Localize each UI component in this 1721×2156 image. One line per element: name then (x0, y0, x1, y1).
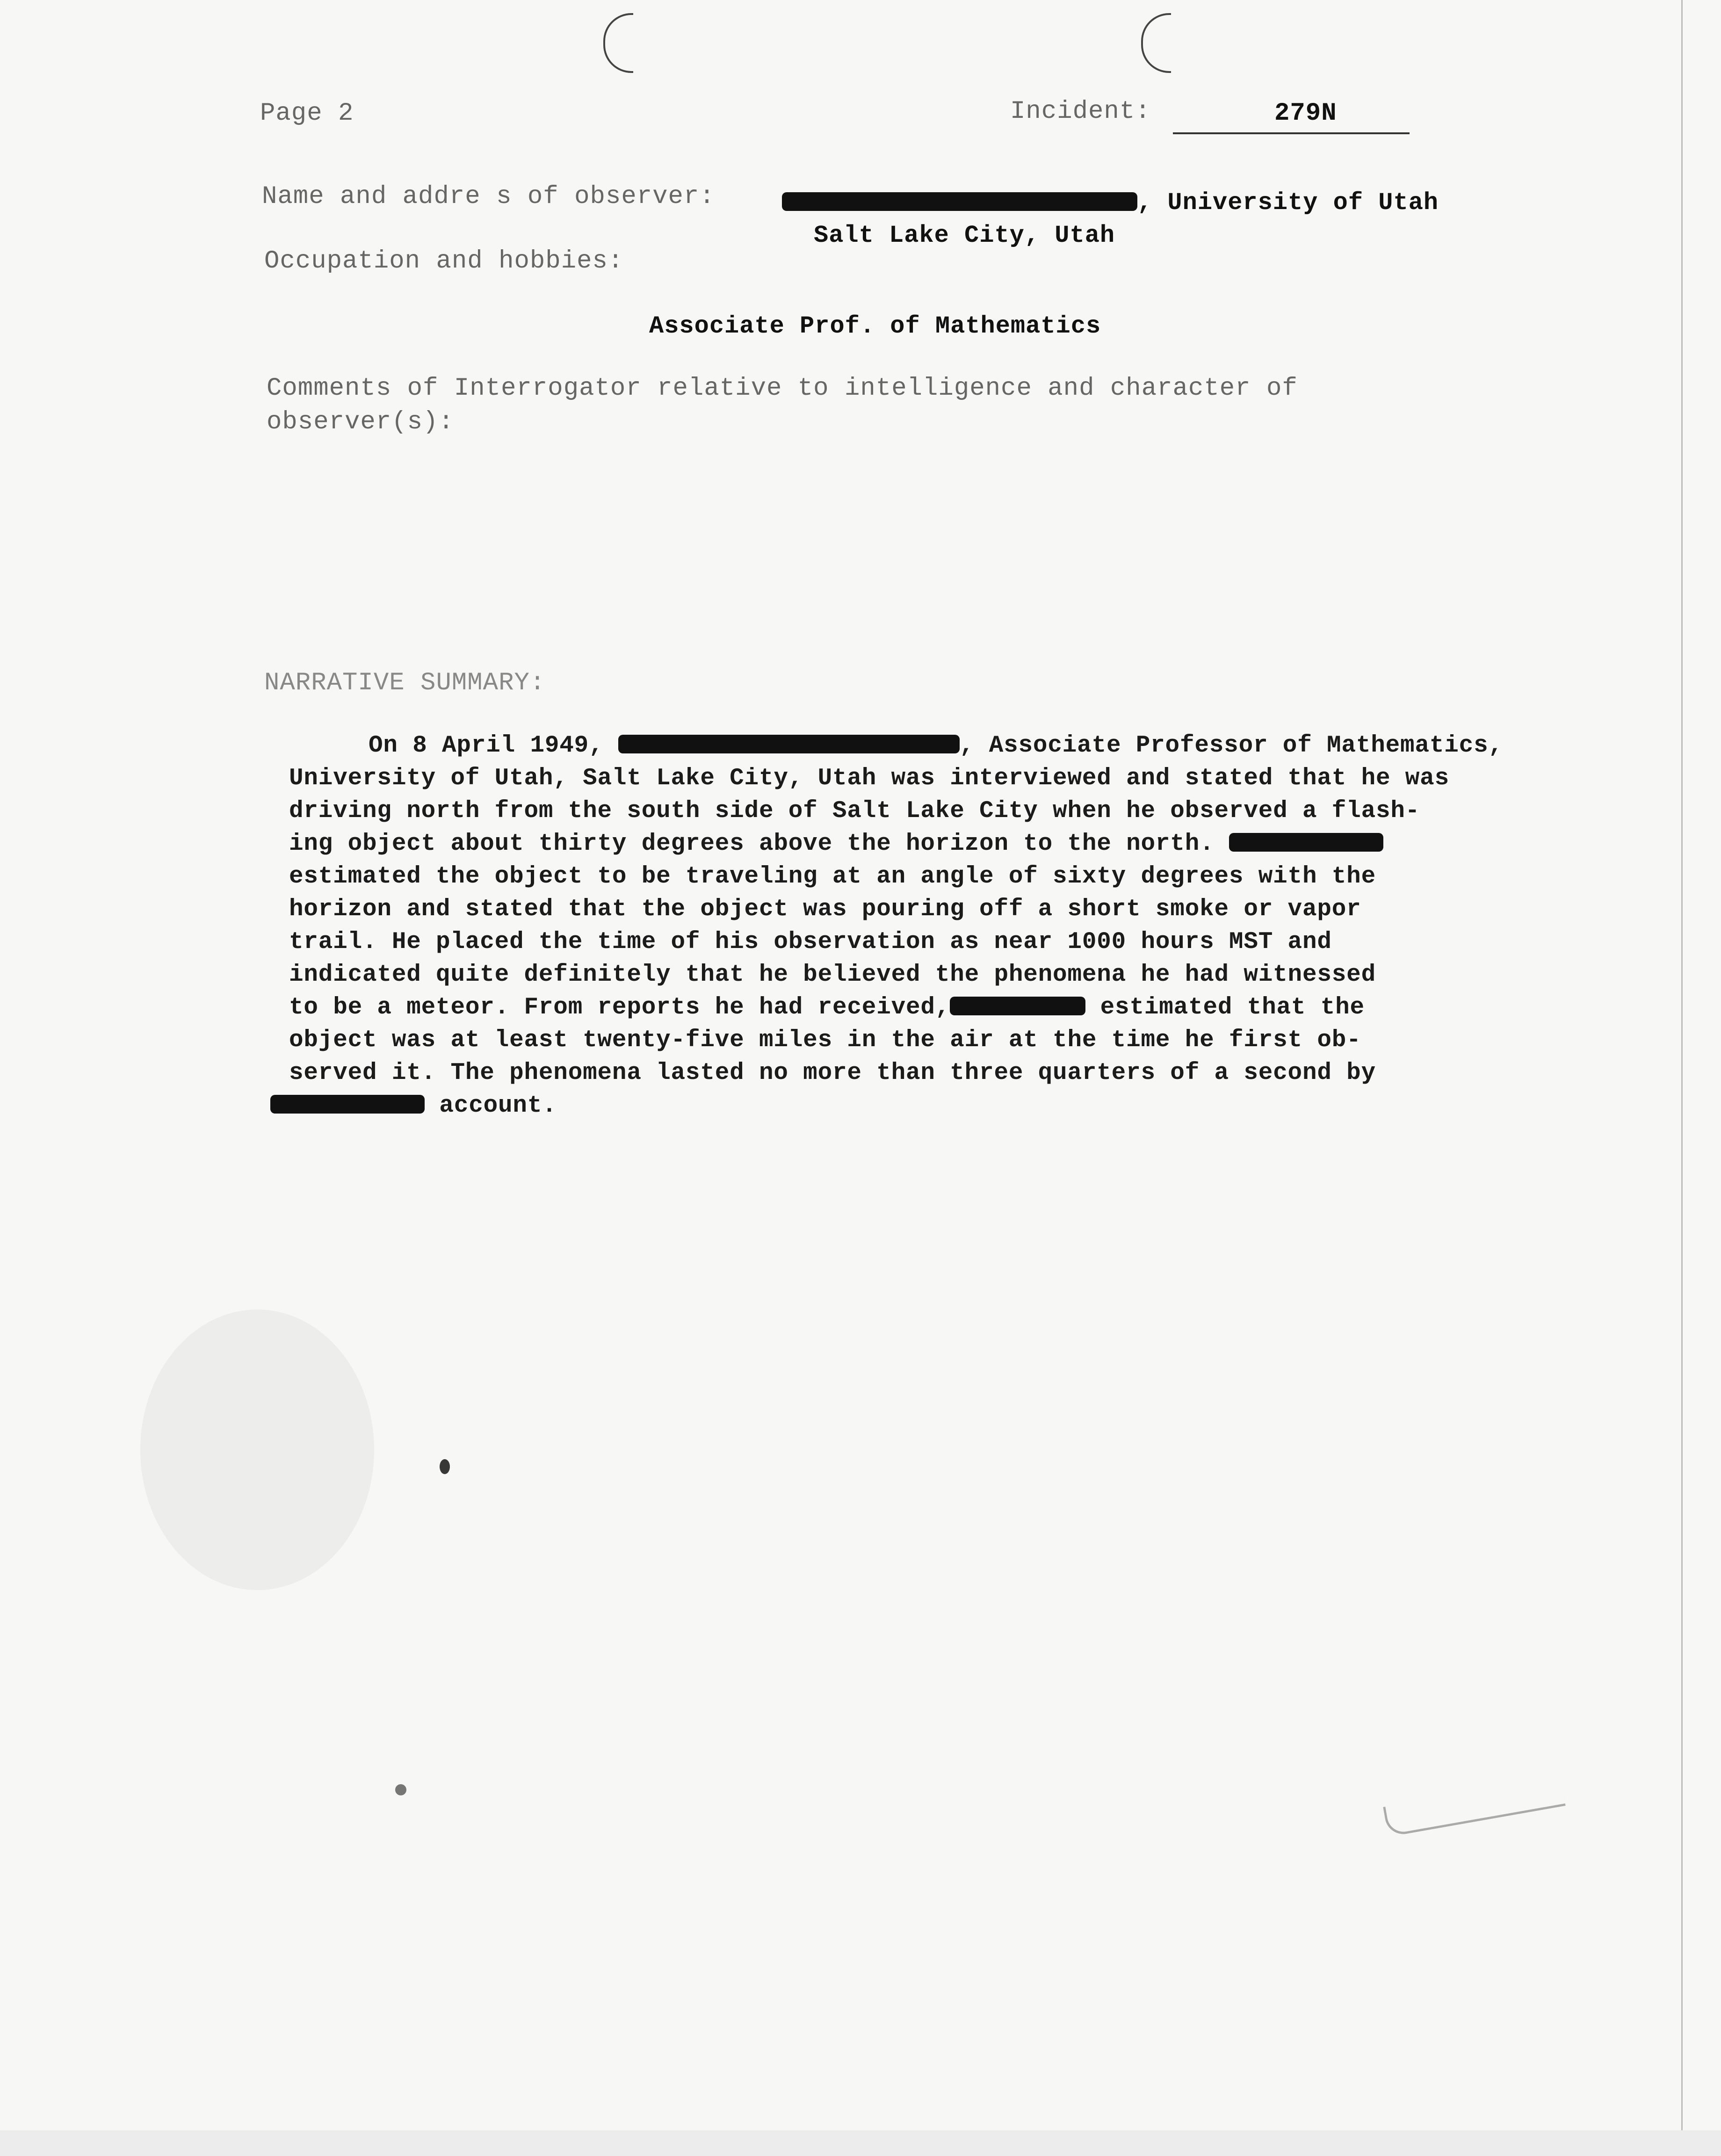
redacted-name (950, 997, 1085, 1015)
redacted-name (618, 735, 960, 753)
page-number: Page 2 (260, 99, 354, 128)
narrative-line (289, 828, 1598, 861)
comments-label-line1: Comments of Interrogator relative to intelligence and character of (267, 374, 1298, 403)
narrative-text: On 8 April 1949, (369, 732, 604, 759)
observer-address-line1 (782, 189, 1439, 217)
narrative-text: estimated that the (1100, 994, 1365, 1021)
narrative-line: horizon and stated that the object was pouring off a short smoke or vapor (289, 896, 1361, 923)
redacted-name (1229, 833, 1383, 852)
binder-hole-mark (1141, 13, 1171, 73)
narrative-line (289, 991, 1598, 1024)
observer-name-label: Name and addre s of observer: (262, 182, 715, 211)
narrative-text: ing object about thirty degrees above the horizon to the north. (289, 831, 1215, 857)
narrative-line (270, 1090, 1598, 1122)
narrative-line: indicated quite definitely that he believed the phenomena he had witnessed (289, 962, 1376, 988)
pencil-mark (1383, 1776, 1565, 1837)
ink-spot (395, 1784, 406, 1795)
narrative-line: University of Utah, Salt Lake City, Utah was interviewed and stated that he was (289, 765, 1449, 792)
observer-address-line2: Salt Lake City, Utah (814, 222, 1115, 249)
incident-number: 279N (1274, 99, 1337, 128)
narrative-line: trail. He placed the time of his observation as near 1000 hours MST and (289, 929, 1332, 955)
ink-spot (440, 1459, 450, 1474)
narrative-text: , Associate Professor of Mathematics, (959, 732, 1503, 759)
incident-underline (1173, 132, 1410, 134)
narrative-line: served it. The phenomena lasted no more than three quarters of a second by (289, 1060, 1376, 1086)
occupation-label: Occupation and hobbies: (264, 247, 624, 275)
incident-label: Incident: (1010, 97, 1151, 126)
binder-hole-mark (603, 13, 633, 73)
narrative-text: to be a meteor. From reports he had received, (289, 994, 950, 1021)
narrative-heading: NARRATIVE SUMMARY: (264, 669, 546, 697)
narrative-line: driving north from the south side of Salt Lake City when he observed a flash- (289, 798, 1420, 825)
redacted-name (270, 1095, 425, 1114)
page-bottom-border (0, 2130, 1721, 2156)
scan-smudge (140, 1310, 374, 1590)
narrative-text: account. (439, 1092, 557, 1119)
page-edge (1681, 0, 1683, 2133)
narrative-line: object was at least twenty-five miles in the air at the time he first ob- (289, 1027, 1361, 1054)
narrative-summary (289, 730, 1598, 1122)
redacted-name (782, 192, 1137, 211)
observer-address-text: , University of Utah (1137, 189, 1439, 217)
narrative-line (289, 730, 1598, 762)
comments-label-line2: observer(s): (267, 408, 454, 436)
occupation-value: Associate Prof. of Mathematics (649, 312, 1101, 340)
narrative-line: estimated the object to be traveling at an angle of sixty degrees with the (289, 863, 1376, 890)
